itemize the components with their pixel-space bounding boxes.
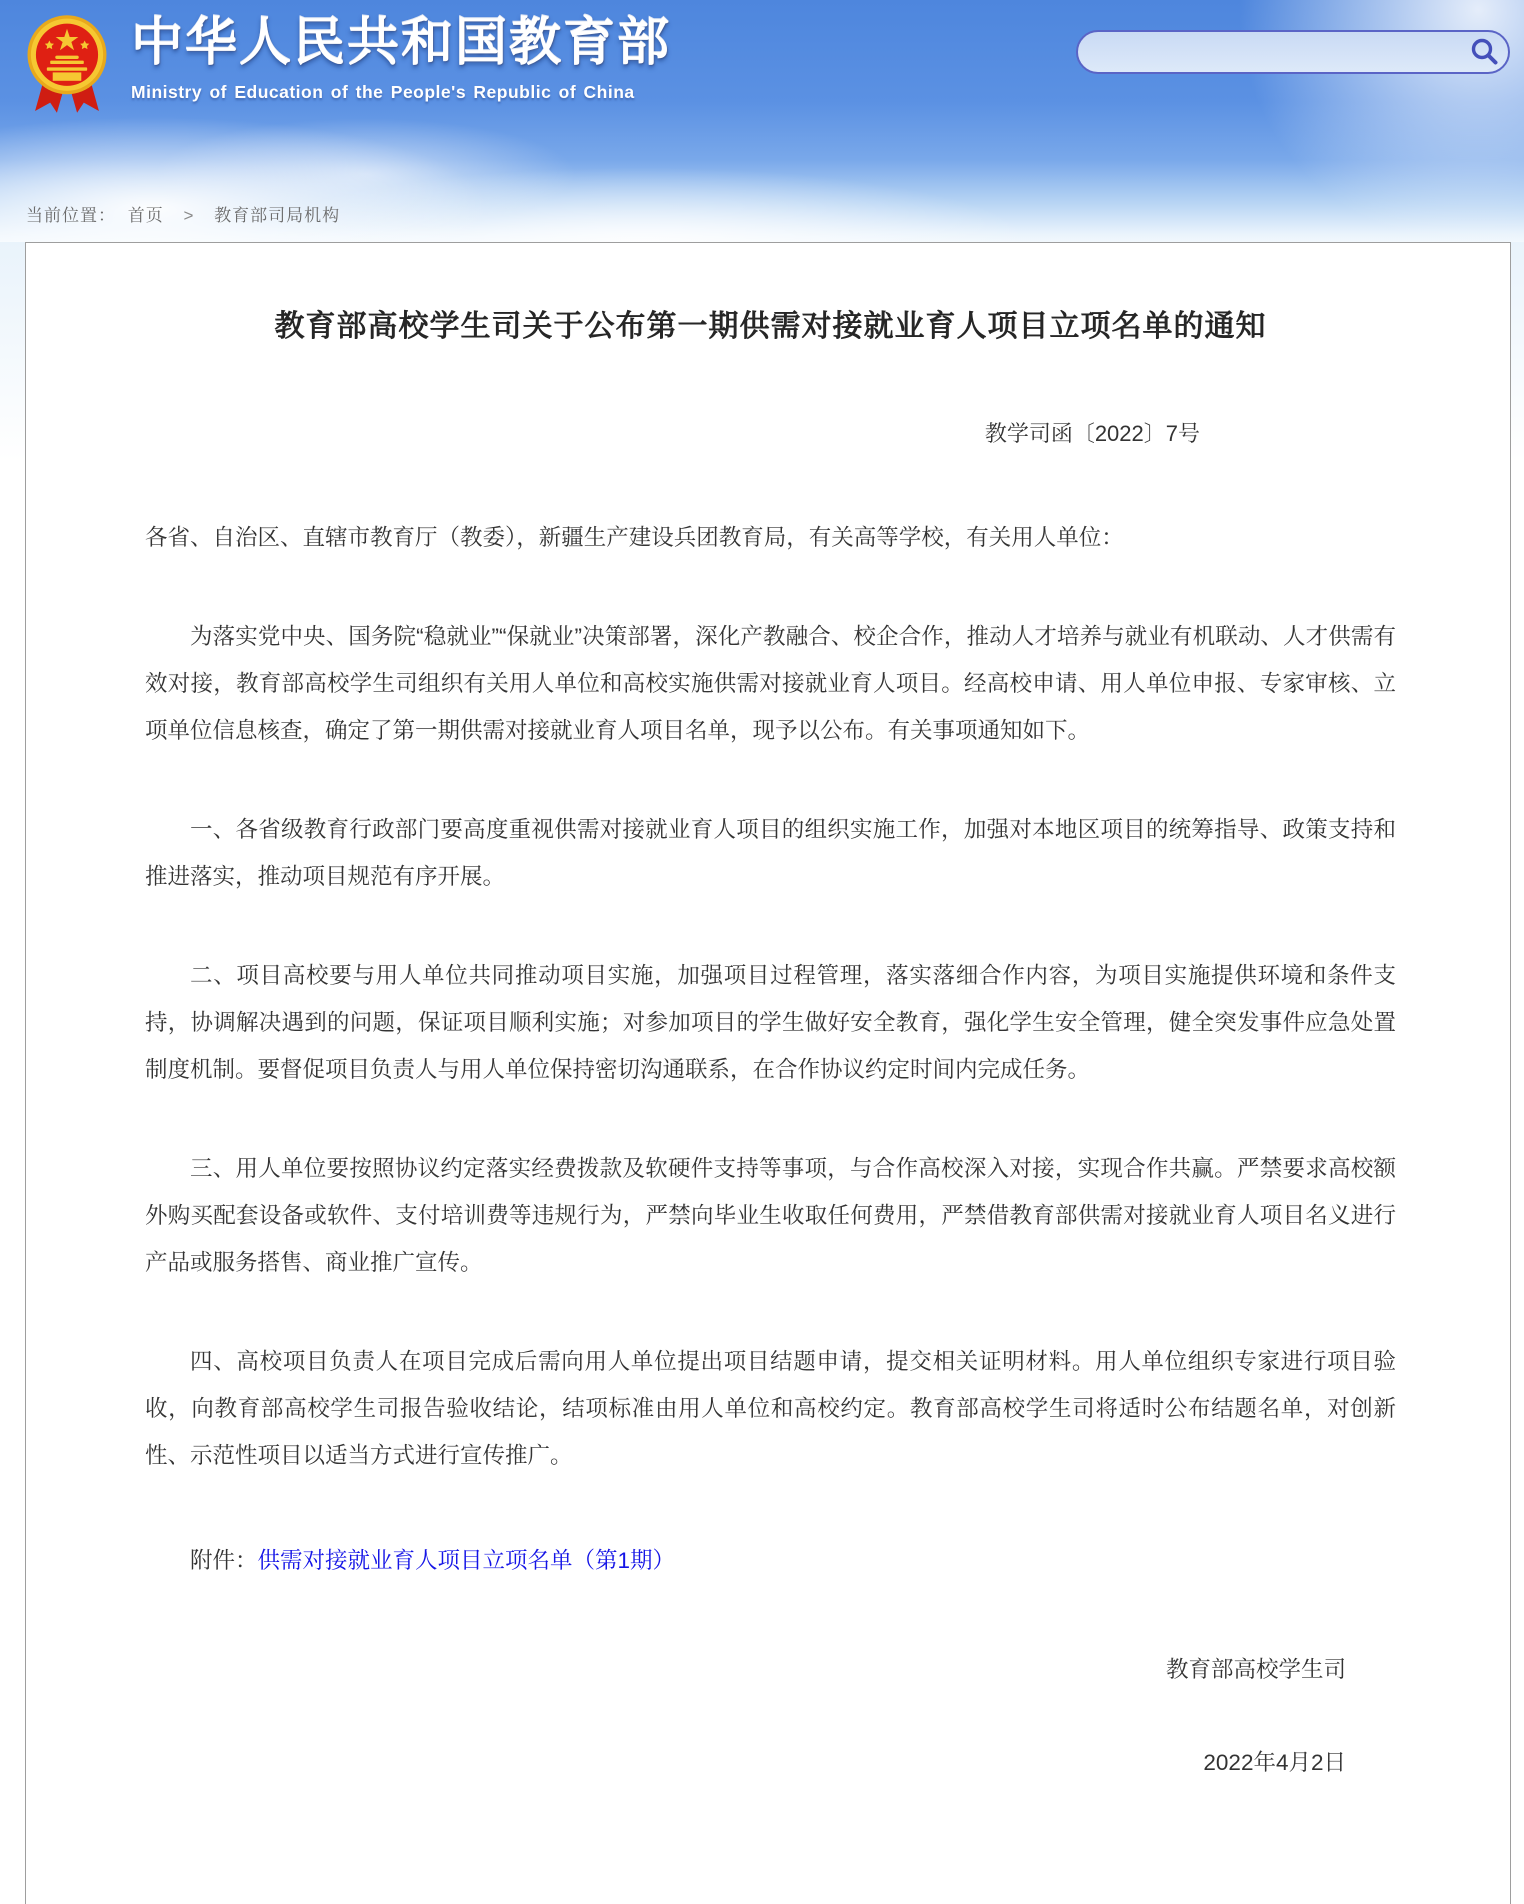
- document-number: 教学司函〔2022〕7号: [984, 421, 1200, 446]
- notice-document: [25, 242, 1511, 1904]
- paragraph-item-1: 一、各省级教育行政部门要高度重视供需对接就业育人项目的组织实施工作，加强对本地区项目的统筹指导、政策支持和推进落实，推动项目规范有序开展。: [145, 817, 1396, 889]
- attachment-line: [145, 1537, 1396, 1584]
- search-icon: [1469, 36, 1499, 69]
- site-brand: [25, 8, 671, 125]
- chevron-right-icon: >: [183, 206, 195, 225]
- site-subtitle: Ministry of Education of the People's Republic of China: [131, 82, 635, 102]
- document-date: 2022年4月2日: [1203, 1750, 1346, 1775]
- paragraph-item-2: 二、项目高校要与用人单位共同推动项目实施，加强项目过程管理，落实落细合作内容，为项目实施提供环境和条件支持，协调解决遇到的问题，保证项目顺利实施；对参加项目的学生做好安全教育，强化学生安全管理，健全突发事件应急处置制度机制。要督促项目负责人与用人单位保持密切沟通联系，在合作协议约定时间内完成任务。: [145, 963, 1396, 1082]
- site-title: 中华人民共和国教育部: [131, 14, 672, 72]
- attachment-link[interactable]: 供需对接就业育人项目立项名单（第1期）: [257, 1548, 676, 1573]
- brand-text: [131, 8, 671, 103]
- breadcrumb: [26, 201, 340, 226]
- search-button[interactable]: [1460, 32, 1508, 72]
- document-title: 教育部高校学生司关于公布第一期供需对接就业育人项目立项名单的通知: [274, 310, 1267, 343]
- salutation: 各省、自治区、直辖市教育厅（教委），新疆生产建设兵团教育局，有关高等学校，有关用人单位：: [145, 525, 1124, 550]
- breadcrumb-item-department[interactable]: 教育部司局机构: [214, 206, 341, 225]
- search-box: [1076, 30, 1510, 74]
- paragraph-item-3: 三、用人单位要按照协议约定落实经费拨款及软硬件支持等事项，与合作高校深入对接，实现合作共赢。严禁要求高校额外购买配套设备或软件、支付培训费等违规行为，严禁向毕业生收取任何费用，严禁借教育部供需对接就业育人项目名义进行产品或服务搭售、商业推广宣传。: [145, 1156, 1396, 1275]
- site-header: [0, 0, 1524, 242]
- paragraph-intro: 为落实党中央、国务院“稳就业”“保就业”决策部署，深化产教融合、校企合作，推动人才培养与就业有机联动、人才供需有效对接，教育部高校学生司组织有关用人单位和高校实施供需对接就业育人项目。经高校申请、用人单位申报、专家审核、立项单位信息核查，确定了第一期供需对接就业育人项目名单，现予以公布。有关事项通知如下。: [145, 624, 1396, 743]
- page-background: [0, 242, 1524, 1904]
- national-emblem-icon: [25, 8, 131, 125]
- breadcrumb-label: 当前位置：: [26, 206, 116, 225]
- paragraph-item-4: 四、高校项目负责人在项目完成后需向用人单位提出项目结题申请，提交相关证明材料。用人单位组织专家进行项目验收，向教育部高校学生司报告验收结论，结项标准由用人单位和高校约定。教育部高校学生司将适时公布结题名单，对创新性、示范性项目以适当方式进行宣传推广。: [145, 1349, 1396, 1468]
- breadcrumb-item-home[interactable]: 首页: [127, 206, 164, 225]
- document-body: [145, 514, 1396, 1786]
- search-input[interactable]: [1078, 32, 1460, 72]
- attachment-label: 附件：: [190, 1548, 258, 1573]
- document-signature: 教育部高校学生司: [1165, 1657, 1346, 1682]
